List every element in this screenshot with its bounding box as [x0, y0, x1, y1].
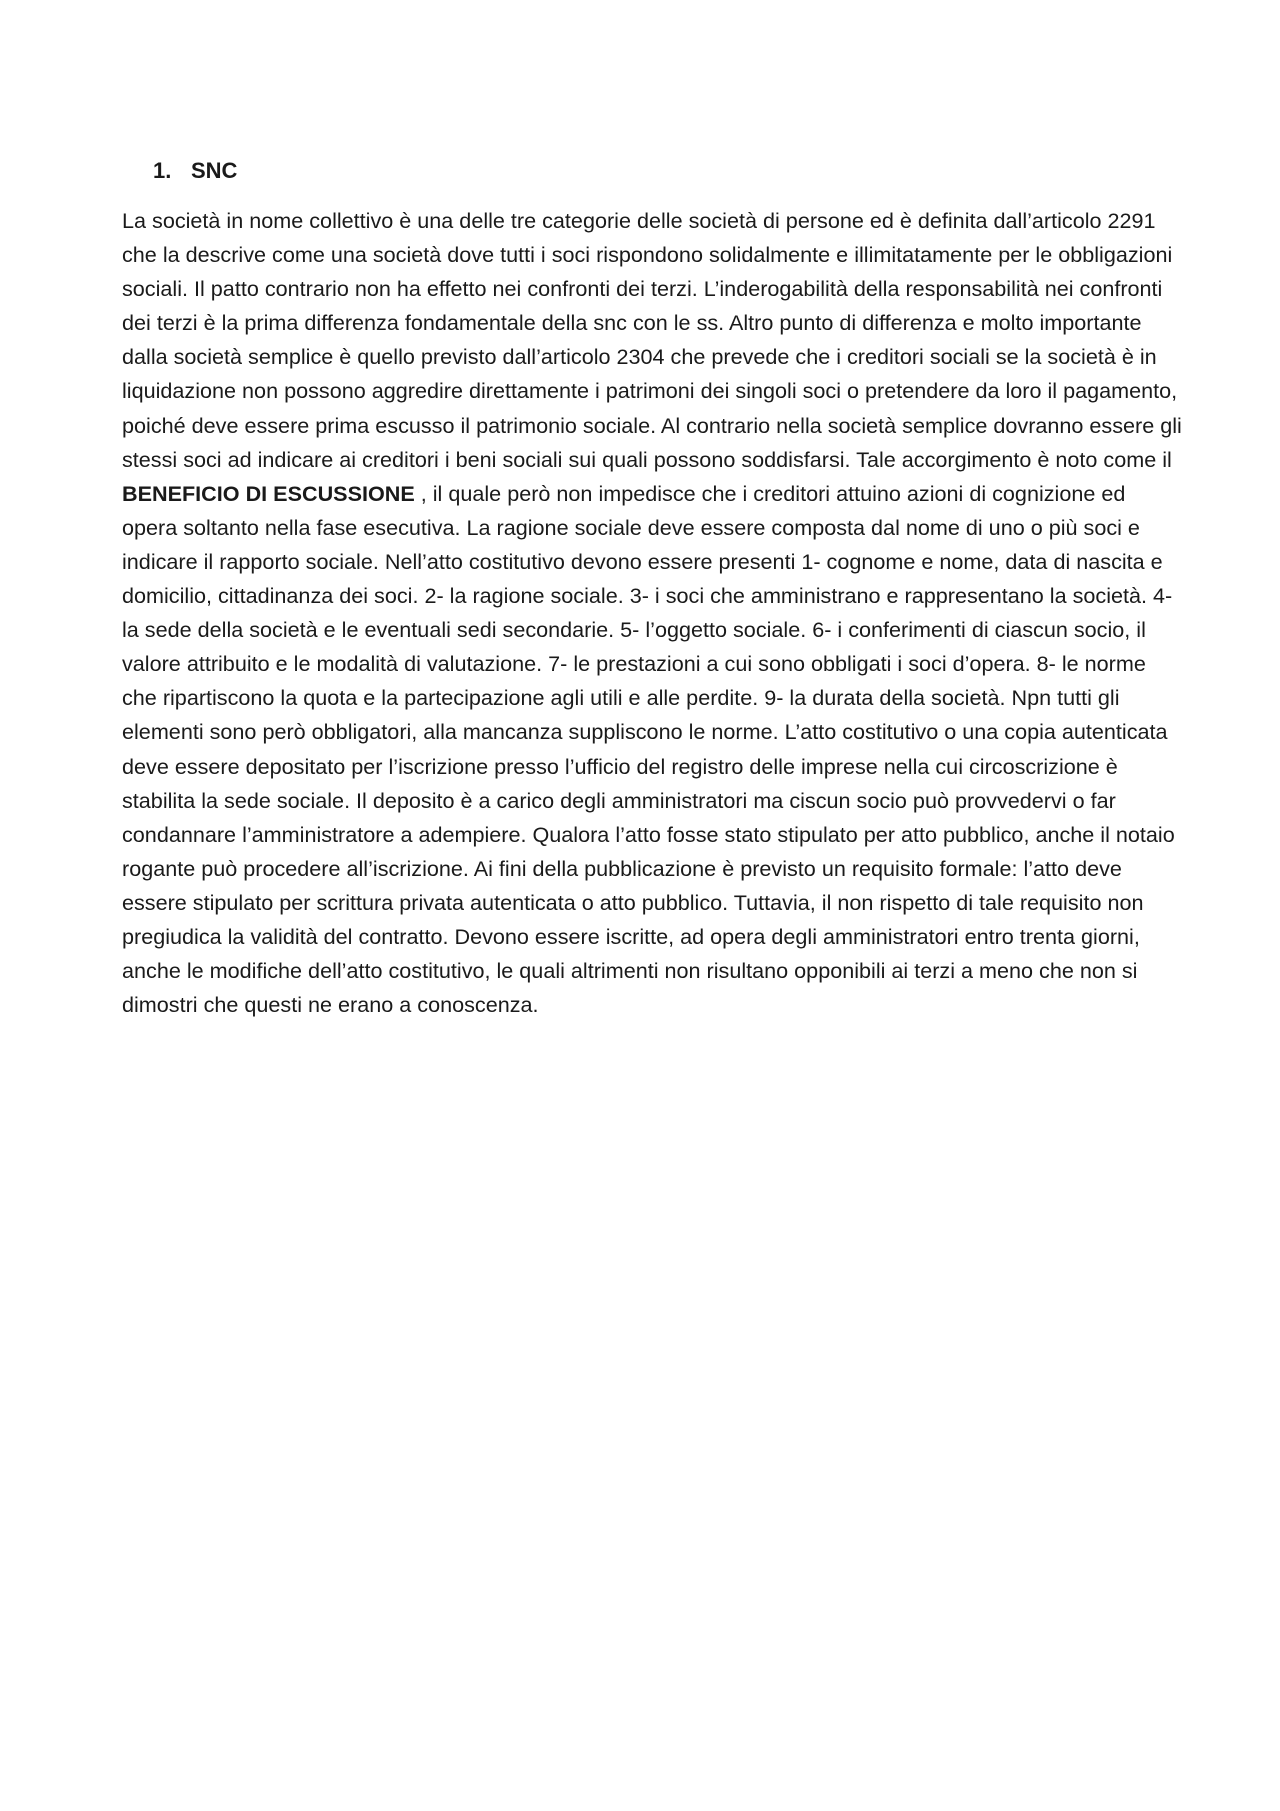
body-paragraph	[122, 204, 1182, 1022]
heading-title: SNC	[191, 158, 238, 183]
paragraph-text-part2: , il quale però non impedisce che i creditori attuino azioni di cognizione ed opera soltanto nella fase esecutiva. La ragione sociale deve essere composta dal nome di uno o più soci e indicare il rapporto sociale. Nell’atto costitutivo devono essere presenti 1- cognome e nome, data di nascita e domicilio, cittadinanza dei soci. 2- la ragione sociale. 3- i soci che amministrano e rappresentano la società. 4- la sede della società e le eventuali sedi secondarie. 5- l’oggetto sociale. 6- i conferimenti di ciascun socio, il valore attribuito e le modalità di valutazione. 7- le prestazioni a cui sono obbligati i soci d’opera. 8- le norme che ripartiscono la quota e la partecipazione agli utili e alle perdite. 9- la durata della società. Npn tutti gli elementi sono però obbligatori, alla mancanza suppliscono le norme. L’atto costitutivo o una copia autenticata deve essere depositato per l’iscrizione presso l’ufficio del registro delle imprese nella cui circoscrizione è stabilita la sede sociale. Il deposito è a carico degli amministratori ma ciscun socio può provvedervi o far condannare l’amministratore a adempiere. Qualora l’atto fosse stato stipulato per atto pubblico, anche il notaio rogante può procedere all’iscrizione. Ai fini della pubblicazione è previsto un requisito formale: l’atto deve essere stipulato per scrittura privata autenticata o atto pubblico. Tuttavia, il non rispetto di tale requisito non pregiudica la validità del contratto. Devono essere iscritte, ad opera degli amministratori entro trenta giorni, anche le modifiche dell’atto costitutivo, le quali altrimenti non risultano opponibili ai terzi a meno che non si dimostri che questi ne erano a conoscenza.	[122, 480, 1175, 1018]
bold-term: BENEFICIO DI ESCUSSIONE	[122, 480, 415, 506]
heading-number: 1.	[153, 158, 172, 183]
section-heading	[153, 156, 237, 186]
paragraph-text-part1: La società in nome collettivo è una delle tre categorie delle società di persone ed è definita dall’articolo 2291 che la descrive come una società dove tutti i soci rispondono solidalmente e illimitatamente per le obbligazioni sociali. Il patto contrario non ha effetto nei confronti dei terzi. L’inderogabilità della responsabilità nei confronti dei terzi è la prima differenza fondamentale della snc con le ss. Altro punto di differenza e molto importante dalla società semplice è quello previsto dall’articolo 2304 che prevede che i creditori sociali se la società è in liquidazione non possono aggredire direttamente i patrimoni dei singoli soci o pretendere da loro il pagamento, poiché deve essere prima escusso il patrimonio sociale. Al contrario nella società semplice dovranno essere gli stessi soci ad indicare ai creditori i beni sociali sui quali possono soddisfarsi. Tale accorgimento è noto come il	[122, 208, 1182, 472]
